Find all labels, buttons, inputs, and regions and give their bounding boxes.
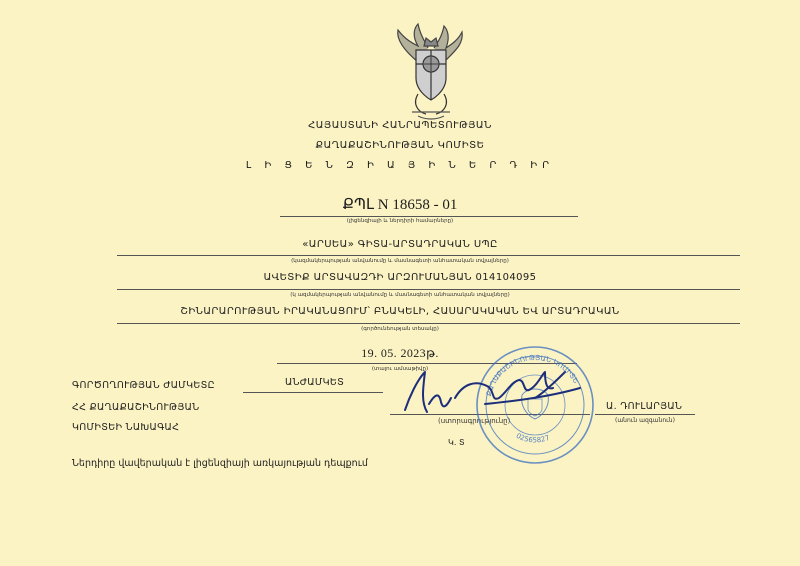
seal-bottom-text: 02565827 — [514, 431, 551, 445]
issue-date: 19. 05. 2023թ. — [361, 346, 439, 360]
header-republic: ՀԱՅԱՍՏԱՆԻ ՀԱՆՐԱՊԵՏՈՒԹՅԱՆ — [308, 120, 492, 131]
validity-value: ԱՆԺԱՄԿԵՏ — [285, 377, 345, 388]
signatory-title-line2: ԿՈՄԻՏԵԻ ՆԱԽԱԳԱՀ — [72, 422, 180, 433]
issue-date-caption: (տալու ամսաթիվը) — [371, 366, 429, 372]
activity-line — [117, 323, 740, 324]
person-caption: (կ ազմակերպության անվանումը և մասնագետի անհատական տվյալները) — [290, 292, 510, 298]
signatory-name-caption: (անուն ազգանուն) — [615, 417, 675, 424]
signature-caption: (ստորագրությունը) — [438, 417, 511, 425]
license-number-line — [280, 216, 578, 217]
license-number-caption: (լիցենզիայի և ներդիրի համարները) — [346, 218, 454, 224]
signatory-title-line1: ՀՀ ՔԱՂԱՔԱՇԻՆՈՒԹՅԱՆ — [72, 402, 200, 413]
validity-line — [243, 392, 383, 393]
coat-of-arms-emblem — [388, 22, 474, 120]
person-line — [117, 289, 740, 290]
signatory-name-line — [595, 414, 695, 415]
license-number: ՔՊԼ N 18658 - 01 — [342, 197, 458, 213]
activity-type: ՇԻՆԱՐԱՐՈՒԹՅԱՆ ԻՐԱԿԱՆԱՑՈՒՄ՝ ԲՆԱԿԵԼԻ, ՀԱՍԱՐԱԿԱԿԱՆ ԵՎ ԱՐՏԱԴՐԱԿԱՆ — [180, 306, 620, 317]
handwritten-signature — [395, 358, 595, 428]
stamp-mark: Կ. Տ — [448, 438, 465, 447]
company-line — [117, 255, 740, 256]
company-caption: (կազմակերպության անվանումը և մասնագետի անհատական տվյալները) — [291, 258, 509, 264]
svg-text:02565827 — [515, 432, 551, 445]
header-committee: ՔԱՂԱՔԱՇԻՆՈՒԹՅԱՆ ԿՈՄԻՏԵ — [315, 140, 485, 151]
validity-label: ԳՈՐԾՈՂՈՒԹՅԱՆ ԺԱՄԿԵՏԸ — [72, 380, 215, 391]
signatory-name: Ա. ԴՈՒԼԱՐՅԱՆ — [606, 401, 683, 412]
footer-validity-note: Ներդիրը վավերական է լիցենզիայի առկայության դեպքում — [72, 458, 368, 469]
seal-top-text: ՔԱՂԱՔԱՇԻՆՈՒԹՅԱՆ ԿՈՄԻՏԵ — [484, 353, 580, 398]
person-details: ԱՎԵՏԻՔ ԱՐՏԱՎԱԶԴԻ ԱՐԶՈՒՄԱՆՅԱՆ 014104095 — [263, 272, 537, 283]
activity-caption: (գործունեության տեսակը) — [361, 326, 439, 332]
header-insert-title: Լ Ի Ց Ե Ն Զ Ի Ա Յ Ի Ն Ե Ր Դ ԻՐ — [245, 160, 555, 171]
company-name: «ԱՐՍԵԱ» ԳԻՏԱ-ԱՐՏԱԴՐԱԿԱՆ ՍՊԸ — [302, 239, 498, 250]
